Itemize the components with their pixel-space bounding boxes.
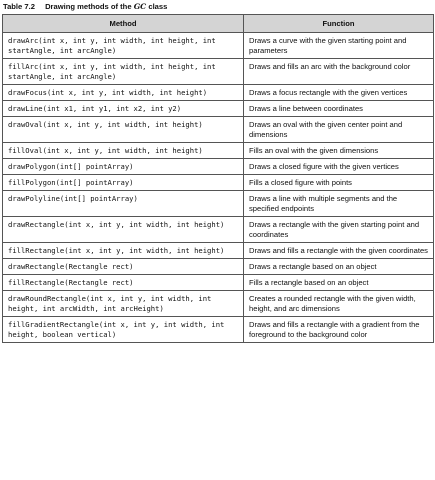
- function-cell: Draws a rectangle based on an object: [244, 259, 434, 275]
- table-row: [3, 317, 434, 343]
- table-row: [3, 243, 434, 259]
- method-cell: drawPolygon(int[] pointArray): [3, 159, 244, 175]
- table-row: [3, 175, 434, 191]
- table-row: [3, 85, 434, 101]
- method-cell: fillArc(int x, int y, int width, int height, int startAngle, int arcAngle): [3, 59, 244, 85]
- function-cell: Draws a line between coordinates: [244, 101, 434, 117]
- method-cell: fillOval(int x, int y, int width, int height): [3, 143, 244, 159]
- method-cell: fillPolygon(int[] pointArray): [3, 175, 244, 191]
- table-row: [3, 59, 434, 85]
- table-row: [3, 259, 434, 275]
- table-row: [3, 33, 434, 59]
- method-cell: drawRectangle(int x, int y, int width, int height): [3, 217, 244, 243]
- function-cell: Draws a focus rectangle with the given vertices: [244, 85, 434, 101]
- table-number: Table 7.2: [3, 2, 35, 11]
- function-cell: Draws a rectangle with the given starting point and coordinates: [244, 217, 434, 243]
- table-title-prefix: Drawing methods of the: [45, 2, 132, 11]
- method-cell: fillRectangle(Rectangle rect): [3, 275, 244, 291]
- table-body: [3, 33, 434, 343]
- method-cell: fillRectangle(int x, int y, int width, int height): [3, 243, 244, 259]
- method-cell: drawPolyline(int[] pointArray): [3, 191, 244, 217]
- method-cell: fillGradientRectangle(int x, int y, int width, int height, boolean vertical): [3, 317, 244, 343]
- function-cell: Draws and fills an arc with the background color: [244, 59, 434, 85]
- header-function: Function: [244, 15, 434, 33]
- table-row: [3, 191, 434, 217]
- table-row: [3, 217, 434, 243]
- function-cell: Creates a rounded rectangle with the given width, height, and arc dimensions: [244, 291, 434, 317]
- function-cell: Draws and fills a rectangle with a gradient from the foreground to the background color: [244, 317, 434, 343]
- method-cell: drawLine(int x1, int y1, int x2, int y2): [3, 101, 244, 117]
- function-cell: Draws and fills a rectangle with the given coordinates: [244, 243, 434, 259]
- table-header-row: [3, 15, 434, 33]
- table-row: [3, 117, 434, 143]
- header-method: Method: [3, 15, 244, 33]
- table-row: [3, 143, 434, 159]
- method-cell: drawRoundRectangle(int x, int y, int width, int height, int arcWidth, int arcHeight): [3, 291, 244, 317]
- function-cell: Draws a curve with the given starting point and parameters: [244, 33, 434, 59]
- function-cell: Fills a rectangle based on an object: [244, 275, 434, 291]
- method-cell: drawFocus(int x, int y, int width, int height): [3, 85, 244, 101]
- method-cell: drawOval(int x, int y, int width, int height): [3, 117, 244, 143]
- function-cell: Draws a line with multiple segments and the specified endpoints: [244, 191, 434, 217]
- function-cell: Draws a closed figure with the given vertices: [244, 159, 434, 175]
- function-cell: Draws an oval with the given center point and dimensions: [244, 117, 434, 143]
- function-cell: Fills an oval with the given dimensions: [244, 143, 434, 159]
- table-row: [3, 159, 434, 175]
- method-cell: drawRectangle(Rectangle rect): [3, 259, 244, 275]
- table-title-class: GC: [133, 2, 147, 11]
- table-row: [3, 291, 434, 317]
- table-title-suffix: class: [148, 2, 168, 11]
- table-row: [3, 101, 434, 117]
- function-cell: Fills a closed figure with points: [244, 175, 434, 191]
- methods-table: [2, 14, 434, 343]
- table-row: [3, 275, 434, 291]
- method-cell: drawArc(int x, int y, int width, int height, int startAngle, int arcAngle): [3, 33, 244, 59]
- table-caption: [3, 2, 167, 12]
